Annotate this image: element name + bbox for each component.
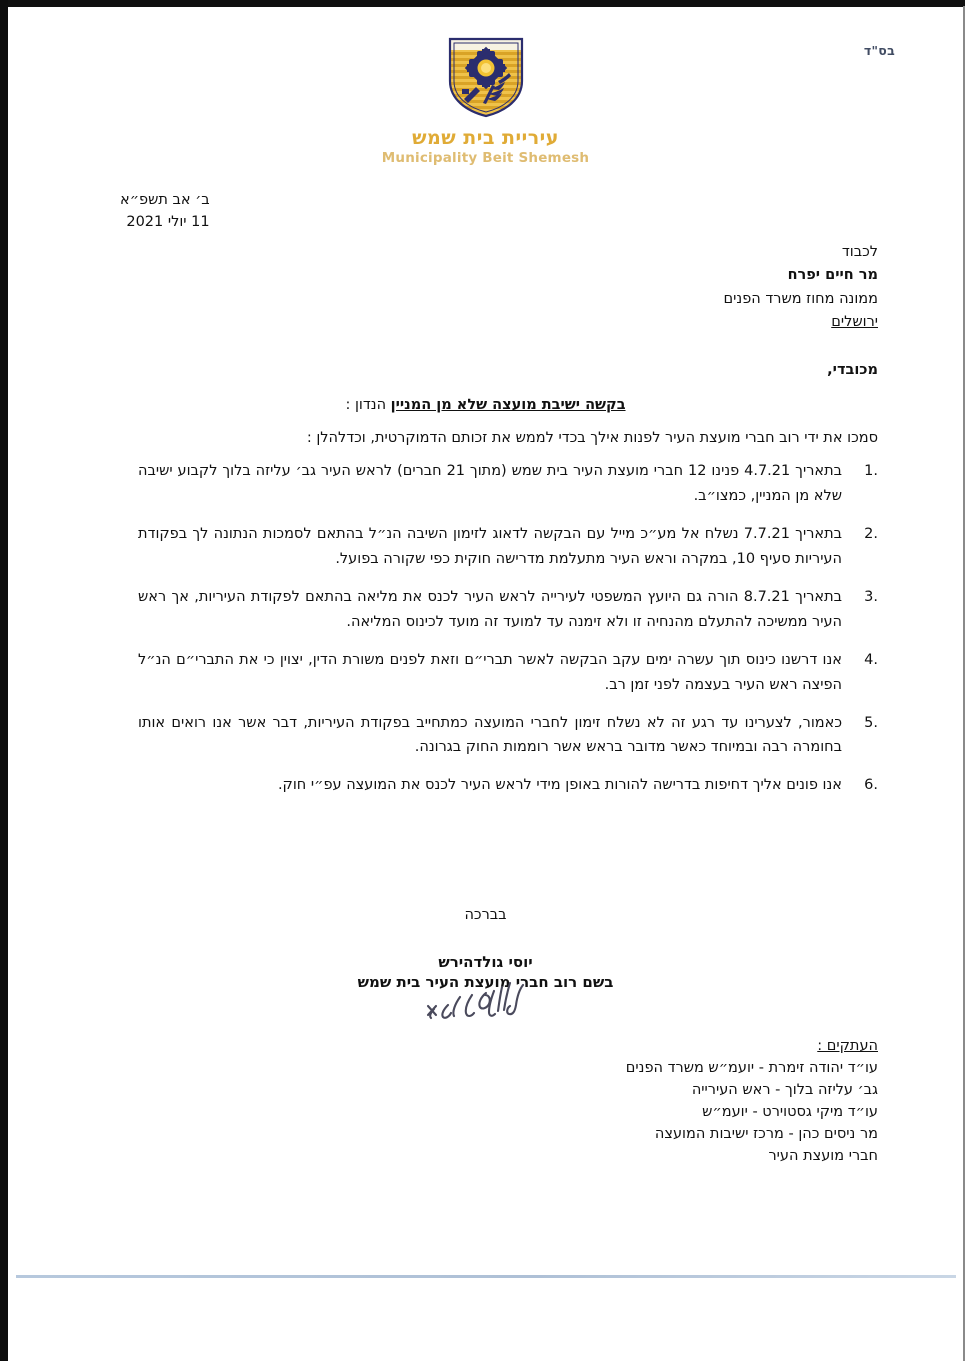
addressee-title: ממונה מחוז משרד הפנים xyxy=(723,290,878,307)
list-item-text: בתאריך 7.7.21 נשלח אל מע״כ מייל עם הבקשה לדאוג לזימון השיבה הנ״ל בהתאם לסמכות הנתונה לך בפקודת העיריות סעיף 10, במקרה וראש העיר מתעלמת מדרישה חוקית כפי שקורה בפועל. xyxy=(138,525,842,567)
copies-recipient: עו״ד מיקי גסטוירט - יועמ״ש xyxy=(702,1104,878,1121)
handwritten-signature-icon xyxy=(390,979,540,1031)
list-item xyxy=(138,711,878,761)
list-item-text: בתאריך 8.7.21 הורה גם היועץ המשפטי לעירייה לראש העיר לכנס את מליאה בהתאם לפקודת העיריות, אך ראש העיר ממשיכה להתעלם מהנחיה זו ולא זימנה עד למועד זה מועד לכינוס המליאה. xyxy=(138,588,842,630)
letterhead xyxy=(8,35,963,166)
list-item-number: 2. xyxy=(864,525,878,542)
copies-recipient: עו״ד יהודה זימרת - יועמ״ש משרד הפנים xyxy=(625,1060,878,1077)
footer-rule xyxy=(16,1275,956,1278)
signatory-role: בשם רוב חברי מועצת העיר בית שמש xyxy=(357,973,614,991)
scan-edge-left xyxy=(0,0,8,1361)
paper-sheet xyxy=(8,7,963,1361)
scan-edge-top xyxy=(0,0,965,7)
addressee-city: ירושלים xyxy=(831,314,878,331)
list-item-number: 4. xyxy=(864,651,878,668)
signatory-name: יוסי גולדהירש xyxy=(438,953,533,971)
subject-label: הנדון : xyxy=(345,397,387,413)
date-block xyxy=(120,189,210,234)
addressee-block xyxy=(724,241,878,335)
list-item xyxy=(138,459,878,509)
signature-greeting: בברכה xyxy=(464,907,507,923)
list-item xyxy=(138,522,878,572)
copies-title: העתקים : xyxy=(817,1038,878,1054)
list-item xyxy=(138,773,878,798)
wordmark-english: Municipality Beit Shemesh xyxy=(381,150,590,166)
addressee-honorific: לכבוד xyxy=(841,244,878,260)
list-item xyxy=(138,585,878,635)
numbered-list xyxy=(138,459,878,811)
list-item-text: אנו דרשנו כינוס תוך עשרה ימים עקב הבקשה לאשר תברי״ם וזאת לפנים משורת הדין, יצוין כי את התברי״ם הנ״ל הפיצה ראש העיר בעצמה לפני זמן רב. xyxy=(138,651,842,693)
list-item-number: 5. xyxy=(864,714,878,731)
list-item-text: כאמור, לצערינו עד רגע זה לא נשלח זימון לחברי המועצה כמתחייב בפקודת העיריות, דבר אשר אנו רואים אותו בחומרה רבה ובמיוחד כאשר מדובר בראש אשר רוממות החוק בגרונה. xyxy=(138,714,842,756)
date-gregorian: 11 יולי 2021 xyxy=(126,214,210,231)
copies-recipient: גב׳ עליזה בלוך - ראש העירייה xyxy=(691,1082,878,1099)
subject-text: בקשה ישיבת מועצה שלא מן המניין xyxy=(390,397,626,413)
bsd-marking: בס"ד xyxy=(863,43,895,58)
copies-recipient: חברי מועצת העיר xyxy=(768,1148,878,1165)
wordmark-hebrew: עיריית בית שמש xyxy=(412,127,559,149)
addressee-name: מר חיים יפרח xyxy=(787,267,878,284)
date-hebrew: ב׳ אב תשפ״א xyxy=(120,192,210,208)
list-item-number: 3. xyxy=(864,588,878,605)
municipality-shield-icon xyxy=(443,35,529,119)
list-item-number: 6. xyxy=(864,777,878,794)
subject-line xyxy=(8,397,963,413)
list-item xyxy=(138,648,878,698)
copies-recipient: מר ניסים כהן - מרכז ישיבות המועצה xyxy=(654,1126,878,1143)
list-item-number: 1. xyxy=(864,463,878,479)
copies-block xyxy=(626,1035,878,1167)
list-item-text: בתאריך 4.7.21 פנינו 12 חברי מועצת העיר בית שמש (מתוך 21 חברים) לראש העיר גב׳ עליזה בלוך לקבוע ישיבה שלא מן המניין, כמצו״ב. xyxy=(138,463,842,504)
salutation: מכובדי, xyxy=(827,362,878,378)
list-item-text: אנו פונים אליך דחיפות בדרישה להורות באופן מידי לראש העיר לכנס את המועצה עפ״י חוק. xyxy=(277,777,842,794)
intro-paragraph: סמכו את ידי רוב חברי מועצת העיר לפנות אילך בכדי לממש את זכותם הדמוקרטית, וכדלהלן : xyxy=(306,430,878,446)
